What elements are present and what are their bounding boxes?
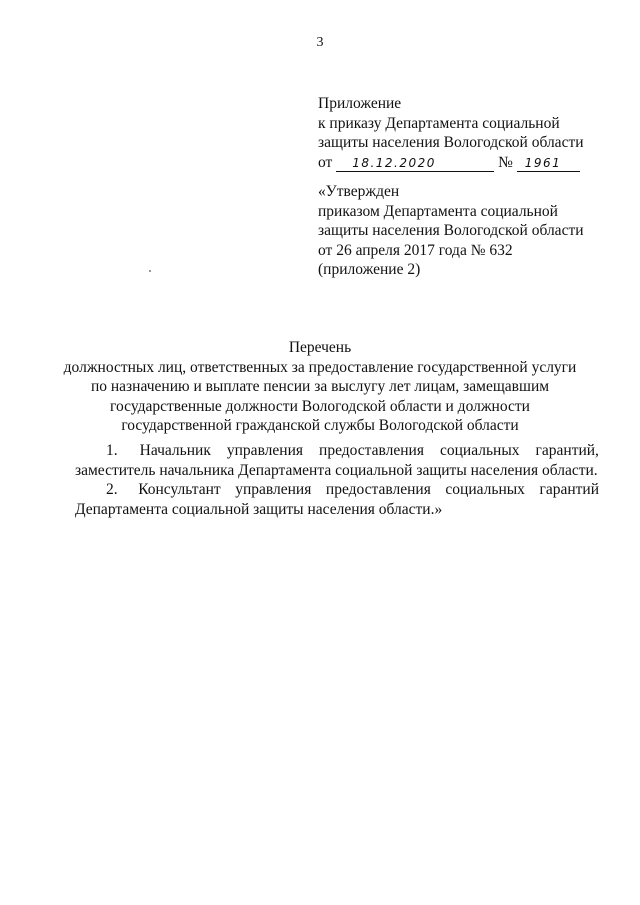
document-title bbox=[0, 338, 640, 436]
appendix-department-line: защиты населения Вологодской области bbox=[318, 134, 584, 151]
approved-department-line: защиты населения Вологодской области bbox=[318, 222, 584, 239]
positions-list bbox=[75, 441, 599, 519]
item-word: Начальник bbox=[139, 442, 211, 459]
approved-block bbox=[318, 182, 618, 280]
item-number: 2. bbox=[106, 481, 118, 498]
page-number: 3 bbox=[316, 35, 324, 50]
title-line-4: государственной гражданской службы Вологодской области bbox=[121, 417, 519, 434]
number-prefix: № bbox=[498, 153, 513, 171]
list-item-continuation: Департамента социальной защиты населения области.» bbox=[75, 500, 443, 518]
item-word: гарантий, bbox=[535, 442, 599, 459]
item-word: управления bbox=[226, 442, 304, 459]
title-line-2: по назначению и выплате пенсии за выслугу лет лицам, замещавшим bbox=[90, 378, 550, 395]
appendix-date-number-line bbox=[318, 153, 618, 173]
appendix-title: Приложение bbox=[318, 95, 402, 112]
list-item bbox=[75, 441, 599, 480]
item-word: социальных bbox=[445, 481, 525, 498]
title-line-3: государственные должности Вологодской области и должности bbox=[110, 397, 530, 415]
appendix-header bbox=[318, 94, 618, 172]
list-item-first-line bbox=[75, 480, 599, 500]
handwritten-date: 18.12.2020 bbox=[336, 156, 494, 172]
date-prefix: от bbox=[318, 153, 333, 171]
item-word: предоставления bbox=[319, 442, 424, 459]
list-item-first-line bbox=[75, 441, 599, 461]
list-item-continuation: заместитель начальника Департамента социальной защиты населения области. bbox=[75, 461, 598, 479]
item-word: предоставления bbox=[325, 481, 431, 498]
list-item bbox=[75, 480, 599, 519]
approved-order-line: приказом Департамента социальной bbox=[318, 202, 558, 220]
item-word: Консультант bbox=[138, 481, 221, 498]
handwritten-order-number: 1961 bbox=[517, 156, 580, 172]
item-number: 1. bbox=[106, 442, 118, 459]
title-line-1: должностных лиц, ответственных за предоставление государственной услуги bbox=[63, 358, 577, 376]
scan-speck bbox=[149, 270, 151, 272]
appendix-order-line: к приказу Департамента социальной bbox=[318, 114, 560, 132]
item-word: управления bbox=[235, 481, 312, 498]
approved-title: «Утвержден bbox=[318, 183, 400, 200]
title-heading: Перечень bbox=[288, 339, 352, 356]
approved-date-line: от 26 апреля 2017 года № 632 bbox=[318, 241, 513, 259]
item-word: гарантий bbox=[539, 481, 599, 498]
item-word: социальных bbox=[440, 442, 520, 459]
approved-appendix-ref: (приложение 2) bbox=[318, 261, 421, 278]
